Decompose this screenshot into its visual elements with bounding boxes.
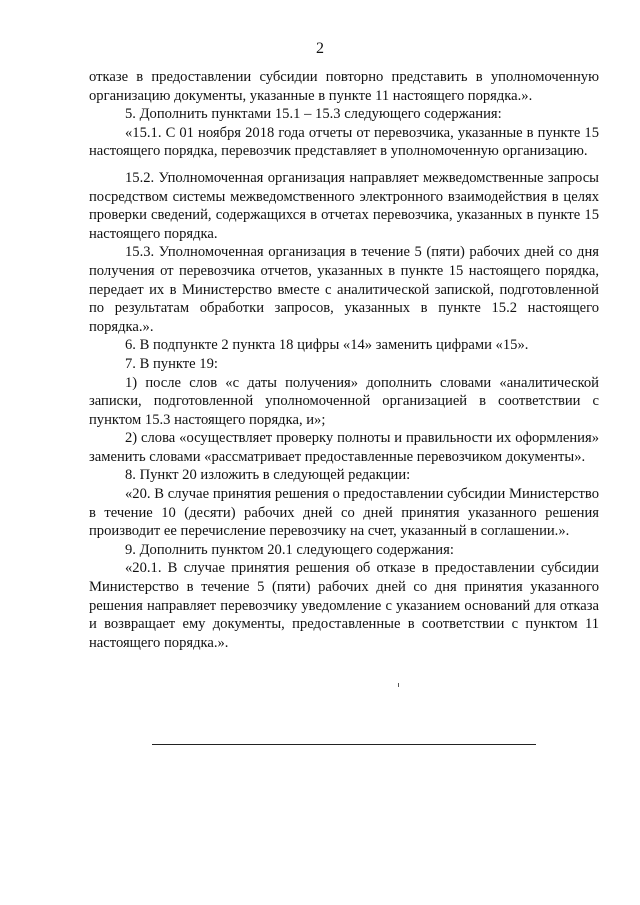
paragraph-continuation: отказе в предоставлении субсидии повторно представить в уполномоченную организацию документы, указанные в пункте 11 настоящего порядка.».	[89, 69, 599, 104]
end-rule	[152, 744, 536, 745]
paragraph-20: «20. В случае принятия решения о предоставлении субсидии Министерство в течение 10 (десяти) рабочих дней со дней принятия указанного решения производит ее перечисление перевозчику на счет, указанный в соглашении.».	[89, 486, 599, 540]
document-body	[89, 68, 599, 652]
paragraph-item-5: 5. Дополнить пунктами 15.1 – 15.3 следующего содержания:	[125, 106, 502, 123]
paragraph-15-1: «15.1. С 01 ноября 2018 года отчеты от перевозчика, указанные в пункте 15 настоящего порядка, перевозчик представляет в уполномоченную организацию.	[89, 124, 599, 160]
scan-speck	[398, 683, 399, 687]
paragraph-15-3: 15.3. Уполномоченная организация в течение 5 (пяти) рабочих дней со дня получения от перевозчика отчетов, указанных в пункте 15 настоящего порядка, передает их в Министерство вместе с аналитической запиской, подготовленной по результатам обработки запросов, указанных в пункте 15.2 настоящего порядка.».	[89, 244, 599, 335]
paragraph-item-7: 7. В пункте 19:	[125, 355, 218, 372]
paragraph-item-7-sub-2: 2) слова «осуществляет проверку полноты и правильности их оформления» заменить словами «рассматривает предоставленные перевозчиком документы».	[89, 430, 599, 465]
page-number: 2	[316, 40, 324, 57]
paragraph-15-2: 15.2. Уполномоченная организация направляет межведомственные запросы посредством системы межведомственного электронного взаимодействия в целях проверки сведений, содержащихся в отчетах перевозчика, указанных в пункте 15 настоящего порядка.	[89, 169, 599, 242]
paragraph-item-8: 8. Пункт 20 изложить в следующей редакции:	[125, 467, 411, 484]
paragraph-item-6: 6. В подпункте 2 пункта 18 цифры «14» заменить цифрами «15».	[125, 337, 529, 354]
paragraph-20-1: «20.1. В случае принятия решения об отказе в предоставлении субсидии Министерство в течение 5 (пяти) рабочих дней со дня принятия указанного решения направляет перевозчику уведомление с указанием оснований для отказа и возвращает ему документы, предоставленные в соответствии с пунктом 11 настоящего порядка.».	[89, 560, 599, 651]
paragraph-item-7-sub-1: 1) после слов «с даты получения» дополнить словами «аналитической записки, подготовленной уполномоченной организацией в соответствии с пунктом 15.3 настоящего порядка, и»;	[89, 374, 599, 428]
paragraph-item-9: 9. Дополнить пунктом 20.1 следующего содержания:	[125, 541, 454, 558]
